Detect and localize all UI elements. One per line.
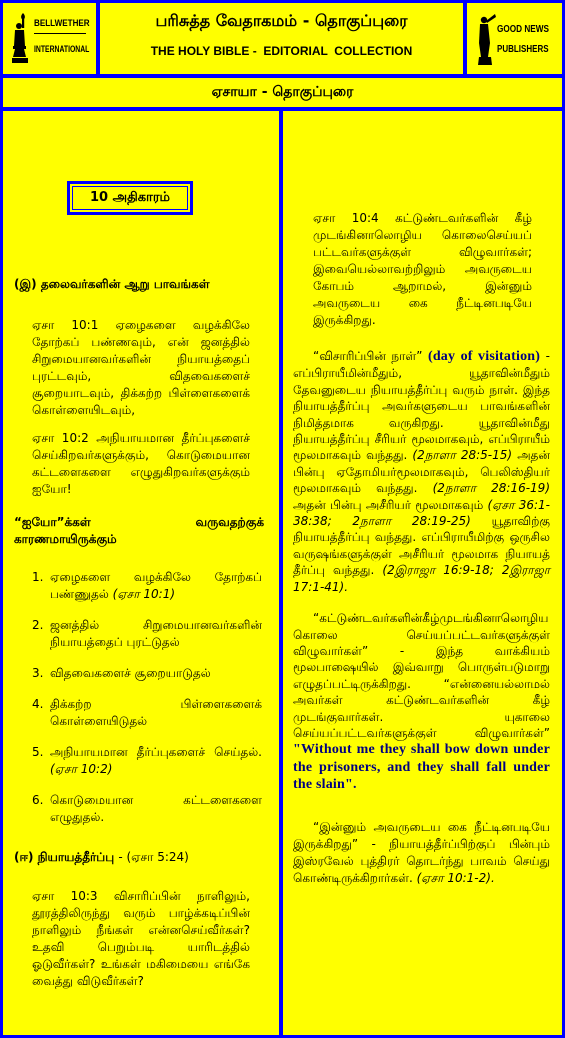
text-segment: “இன்னும் அவருடைய கை நீட்டினபடியே இருக்கிறது” - நியாயத்தீர்ப்பிற்குப் பின்பும் இஸ்ரவேல் புத்திரர் தொடர்ந்து பாவம் செய்து கொண்டிருக்கிறார்கள். [293,819,550,885]
commentary-outstretched-hand [293,819,550,887]
text-segment: அதன் பின்பு ஏதோமியர்மூலமாகவும், பெலிஸ்தியர் மூலமாகவும் வந்தது. [293,448,550,496]
bellwether-logo-line-2: INTERNATIONAL [34,44,90,55]
list-item-text [50,617,262,651]
commentary-visitation [293,348,550,595]
english-translation: (day of visitation) [427,349,541,364]
woe-list-item [32,569,262,603]
verse-paragraph: ஏசா 10:2 அநியாயமான தீர்ப்புகளைச் செய்கிறவர்களுக்கும், கொடுமையான கட்டளைகளை எழுதுகிறவர்களுக்கும் ஐயோ! [32,431,250,496]
text-segment: யூதாவிற்கு நியாயத்தீர்ப்பு வந்தது. எப்பிராயீமிற்கு ஒருசில வருஷங்களுக்குள் அசீரியர் மூலமாக நியாயத் தீர்ப்பு வந்தது. [293,514,550,578]
text-segment: ஜனத்தில் சிறுமையானவர்களின் நியாயத்தைப் புரட்டுதல் [50,618,262,649]
scripture-reference: (ஏசா 36:1-38:38; 2நாளா 28:19-25) [293,497,550,529]
verse-paragraph: ஏசா 10:3 விசாரிப்பின் நாளிலும், தூரத்திலிருந்து வரும் பாழ்க்கடிப்பின் நாளிலும் நீங்கள் என்னசெய்வீர்கள்? உதவி பெறும்படி யாரிடத்தில் ஓடுவீர்கள்? உங்கள் மகிமையை எங்கே வைத்து விடுவீர்கள்? [32,889,250,988]
section-heading-woes: “ஐயோ”க்கள் வருவதற்குக் காரணமாயிருக்கும் [14,515,264,546]
bellwether-logo [3,3,96,74]
woe-list-item [32,617,262,651]
text-segment: விதவைகளைச் சூறையாடுதல் [50,666,211,680]
scripture-reference: (2நாளா 28:16-19) [432,481,550,496]
good-news-logo-line-1: GOOD NEWS [497,24,549,35]
left-column [3,111,279,1035]
scripture-reference: (2நாளா 28:5-15) [412,448,513,463]
section-heading-sins: (இ) தலைவர்களின் ஆறு பாவங்கள் [14,277,210,291]
scripture-reference: (ஏசா 10:1) [112,587,176,601]
text-segment: கொடுமையான கட்டளைகளை எழுதுதல். [50,793,262,824]
list-item-number: 6. [32,793,44,807]
list-item-text [50,665,262,682]
text-segment: - எப்பிராயீமின்மீதும், யூதாவின்மீதும் தேவனுடைய நியாயத்தீர்ப்பு வரும் நாள். இந்த நியாயத்தீர்ப்பு அவர்களுடைய பாவங்களின் நிமித்தமாக வருகிறது. யூதாவின்மீது நியாயத்தீர்ப்பு சீரியர் மூலமாகவும், எப்பிராயீம் மூலமாகவும் வந்தது. [293,349,550,463]
woe-list-item [32,696,262,730]
book-subtitle-bar [3,78,562,107]
list-item-text [50,744,262,778]
commentary-prisoners [293,610,550,793]
woe-list-item [32,665,262,682]
bellwether-logo-line-1: BELLWETHER [34,18,90,29]
scripture-reference: (ஏசா 10:1-2). [416,870,495,885]
woe-list-item [32,744,262,778]
page-title-tamil: பரிசுத்த வேதாகமம் - தொகுப்புரை [155,11,408,30]
text-segment: அநியாயமான தீர்ப்புகளைச் செய்தல். [50,745,262,759]
scripture-reference: (ஏசா 10:2) [50,762,113,776]
good-news-logo-line-2: PUBLISHERS [497,44,549,55]
list-item-number: 5. [32,745,44,759]
page-title-english: THE HOLY BIBLE - EDITORIAL COLLECTION [150,44,413,58]
chapter-label: 10 அதிகாரம் [67,181,193,215]
woes-list [32,569,262,826]
woe-list-item [32,792,262,826]
section-heading-judgment [14,849,269,866]
text-segment: திக்கற்ற பிள்ளைகளைக் கொள்ளையிடுதல் [50,697,262,728]
list-item-text [50,569,262,603]
book-subtitle: ஏசாயா - தொகுப்புரை [211,84,354,100]
right-column [283,111,562,1035]
judgment-heading-title: (ஈ) நியாயத்தீர்ப்பு [14,850,115,864]
list-item-number: 1. [32,570,44,584]
text-segment: ஏழைகளை வழக்கிலே தோற்கப் பண்ணுதல் [50,570,262,601]
herald-figure-icon [476,13,496,65]
text-segment: அதன் பின்பு அசீரியர் மூலமாகவும் [293,497,484,512]
judgment-heading-reference: - (ஏசா 5:24) [118,850,189,864]
verse-paragraph: ஏசா 10:4 கட்டுண்டவர்களின் கீழ் முடங்கினாலொழிய கொலைசெய்யப் பட்டவர்களுக்குள் விழுவார்கள்; இவையெல்லாவற்றிலும் அவருடைய கோபம் ஆறாமல், இன்னும் அவருடைய கை நீட்டினபடியே இருக்கிறது. [313,211,532,327]
list-item-number: 4. [32,697,44,711]
scripture-reference: (2இராஜா 16:9-18; 2இராஜா 17:1-41). [293,563,550,594]
text-segment: “விசாரிப்பின் நாள்” [313,349,423,363]
english-translation: "Without me they shall bow down under the prisoners, and they shall fall under the slain". [293,742,550,793]
logo-divider [34,33,86,34]
list-item-number: 3. [32,666,44,680]
list-item-text [50,792,262,826]
list-item-number: 2. [32,618,44,632]
verse-paragraph: ஏசா 10:1 ஏழைகளை வழக்கிலே தோற்கப் பண்ணவும், என் ஜனத்தில் சிறுமையானவர்களின் நியாயத்தைப் புரட்டவும், விதவைகளைச் சூறையாடவும், திக்கற்ற பிள்ளைகளைக் கொள்ளையிடவும், [32,318,250,417]
bellwether-figure-icon [12,13,32,63]
title-panel [100,3,463,74]
good-news-publishers-logo [467,3,562,74]
text-segment: “கட்டுண்டவர்களின்கீழ்முடங்கினாலொழிய கொலை செய்யப்பட்டவர்களுக்குள் விழுவார்கள்” - இந்த வாக்கியம் மூலபாஷையில் இவ்வாறு பொருள்படுமாறு எழுதப்பட்டிருக்கிறது. “என்னையல்லாமல் அவர்கள் கட்டுண்டவர்களின் கீழ் முடங்குவார்கள். யுகாலை செய்யப்பட்டவர்களுக்குள் விழுவார்கள்” [293,611,550,740]
list-item-text [50,696,262,730]
